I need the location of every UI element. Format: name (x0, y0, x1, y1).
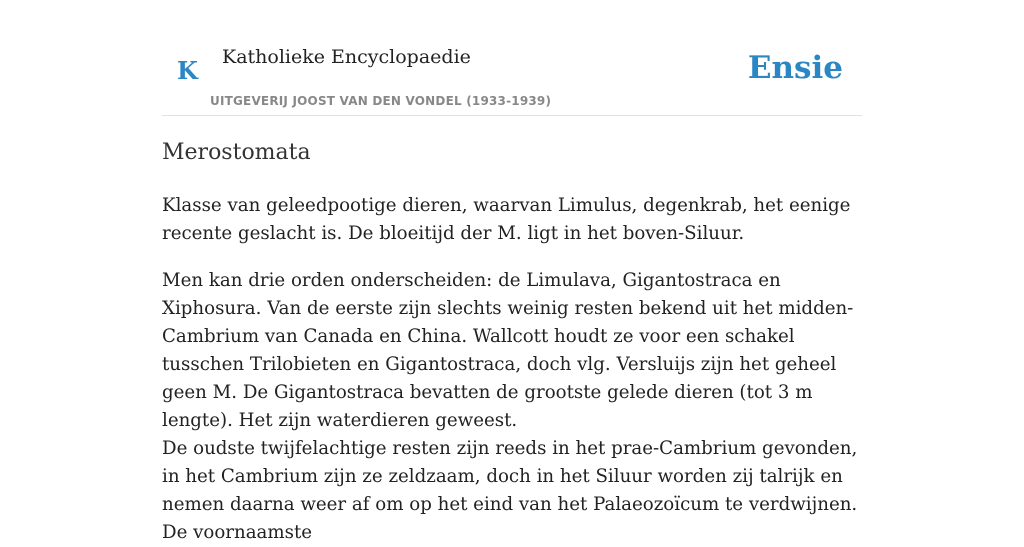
page-header (162, 0, 862, 116)
article-paragraph: Klasse van geleedpootige dieren, waarvan Limulus, degenkrab, het eenige recente geslacht is. De bloeitijd der M. ligt in het boven-Siluur. (162, 195, 851, 244)
encyclopedia-logo[interactable]: K (177, 56, 198, 85)
article-title: Merostomata (162, 140, 311, 165)
publisher-label: UITGEVERIJ JOOST VAN DEN VONDEL (1933-1939) (210, 94, 552, 108)
article-paragraph: De oudste twijfelachtige resten zijn reeds in het prae-Cambrium gevonden, in het Cambrium zijn ze zeldzaam, doch in het Siluur worden zij talrijk en nemen daarna weer af om op het eind van het Palaeozoïcum te verdwijnen. De voornaamste (162, 438, 858, 543)
ensie-logo-link[interactable]: Ensie (747, 50, 843, 86)
article-page (162, 0, 862, 543)
book-title[interactable]: Katholieke Encyclopaedie (222, 46, 471, 68)
article-paragraph: Men kan drie orden onderscheiden: de Limulava, Gigantostraca en Xiphosura. Van de eerste zijn slechts weinig resten bekend uit het midden-Cambrium van Canada en China. Wallcott houdt ze voor een schakel tusschen Trilobieten en Gigantostraca, doch vlg. Versluijs zijn het geheel geen M. De Gigantostraca bevatten de grootste gelede dieren (tot 3 m lengte). Het zijn waterdieren geweest. (162, 270, 854, 431)
